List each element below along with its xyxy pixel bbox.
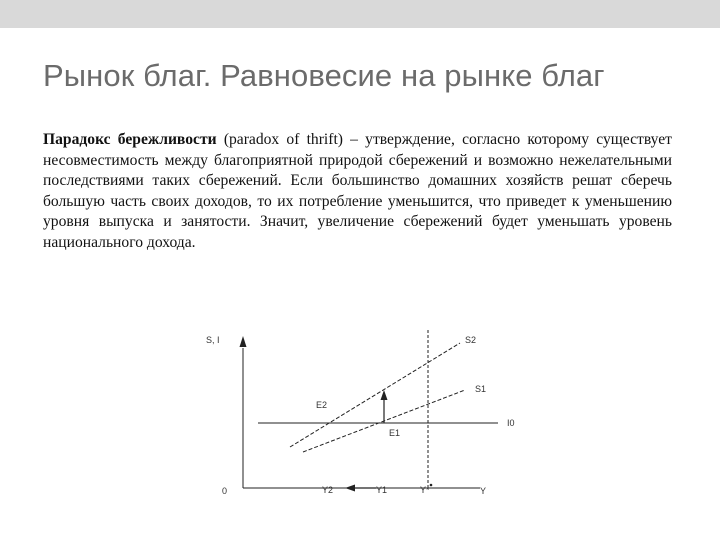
paradox-definition: (paradox of thrift) – утверждение, согласно которому существует несовместимость между благоприятной природой сбережений и возможно нежелательными последствиями таких сбережений. Если большинство домашних хозяйств решат сберечь большую часть своих доходов, то их потребление уменьшится, что приведет к уменьшению уровня выпуска и занятости. Значит, увеличение сбережений будет уменьшать уровень национального дохода. — [43, 131, 672, 251]
origin-label: 0 — [222, 486, 228, 496]
shift-arrow-head — [381, 390, 388, 400]
savings-line-s2 — [290, 343, 460, 447]
income-decrease-arrow-head — [345, 485, 355, 492]
investment-label: I0 — [507, 418, 515, 428]
s2-label: S2 — [465, 335, 477, 345]
y1-tick-label: Y1 — [376, 485, 388, 495]
e2-label: E2 — [316, 400, 328, 410]
y-axis-label: S, I — [206, 335, 220, 345]
y-star-dot — [430, 484, 433, 487]
paradox-term: Парадокс бережливости — [43, 131, 217, 148]
s1-label: S1 — [475, 384, 487, 394]
e1-label: E1 — [389, 428, 401, 438]
y2-tick-label: Y2 — [322, 485, 334, 495]
y-star-tick-label: Y* — [420, 485, 430, 495]
x-axis-label: Y — [480, 486, 487, 496]
slide-title: Рынок благ. Равновесие на рынке благ — [43, 58, 605, 93]
y-axis-arrow — [240, 336, 247, 347]
